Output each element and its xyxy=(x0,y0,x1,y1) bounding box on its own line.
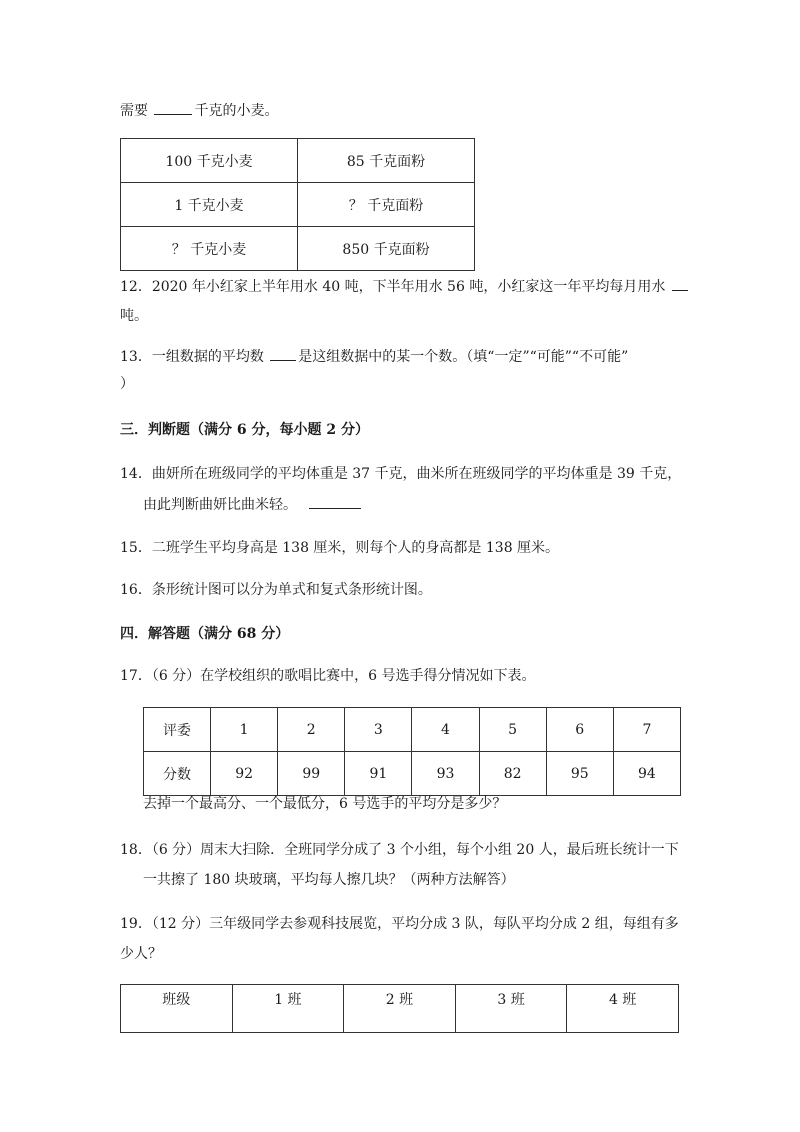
table-cell: 1 千克小麦 xyxy=(121,183,298,227)
table-cell: 4 班 xyxy=(567,985,679,1033)
table-cell: 分数 xyxy=(144,752,211,796)
class-table xyxy=(120,984,679,1033)
table-row xyxy=(121,227,475,271)
table-row xyxy=(121,139,475,183)
table-cell: ？ 千克面粉 xyxy=(298,183,475,227)
table-cell: 3 班 xyxy=(455,985,567,1033)
question-15: 15．二班学生平均身高是 138 厘米，则每个人的身高都是 138 厘米。 xyxy=(120,540,560,556)
table-cell: 1 xyxy=(211,708,278,752)
section-4-title: 四．解答题（满分 68 分） xyxy=(120,626,290,642)
q18-line2: 一共擦了 180 块玻璃，平均每人擦几块？（两种方法解答） xyxy=(143,872,515,888)
q19-line1: 19．（12 分）三年级同学去参观科技展览，平均分成 3 队，每队平均分成 2 组，每组有多 xyxy=(120,916,679,932)
question-16: 16．条形统计图可以分为单式和复式条形统计图。 xyxy=(120,582,432,598)
score-table xyxy=(143,707,681,796)
q11-after: 千克的小麦。 xyxy=(194,103,279,119)
table-cell: 93 xyxy=(412,752,479,796)
table-cell: 2 班 xyxy=(344,985,456,1033)
table-cell: 1 班 xyxy=(232,985,344,1033)
table-row xyxy=(144,708,681,752)
table-row xyxy=(121,985,679,1033)
wheat-flour-table xyxy=(120,138,475,271)
table-cell: 95 xyxy=(546,752,613,796)
table-cell: 班级 xyxy=(121,985,233,1033)
table-cell: 85 千克面粉 xyxy=(298,139,475,183)
table-cell: 100 千克小麦 xyxy=(121,139,298,183)
q19-line2: 少人？ xyxy=(120,946,162,962)
table-cell: 94 xyxy=(613,752,680,796)
question-13 xyxy=(120,346,628,367)
q18-line1: 18．（6 分）周末大扫除．全班同学分成了 3 个小组，每个小组 20 人，最后班长统计一下 xyxy=(120,842,679,858)
table-cell: 91 xyxy=(345,752,412,796)
section-3-title: 三．判断题（满分 6 分，每小题 2 分） xyxy=(120,422,369,438)
q17-question: 去掉一个最高分、一个最低分，6 号选手的平均分是多少？ xyxy=(143,796,507,812)
table-cell: 2 xyxy=(278,708,345,752)
q12-answer-blank[interactable] xyxy=(672,276,688,291)
q12-line2: 吨。 xyxy=(120,308,148,324)
table-cell: 99 xyxy=(278,752,345,796)
table-cell: 6 xyxy=(546,708,613,752)
table-cell: 5 xyxy=(479,708,546,752)
table-cell: 3 xyxy=(345,708,412,752)
q17-intro: 17．（6 分）在学校组织的歌唱比赛中，6 号选手得分情况如下表。 xyxy=(120,668,536,684)
question-14-line2 xyxy=(143,494,363,515)
q13-before: 13．一组数据的平均数 xyxy=(120,349,264,365)
q13-line2: ） xyxy=(120,376,134,392)
table-cell: 92 xyxy=(211,752,278,796)
q14-line2: 由此判断曲妍比曲米轻。 xyxy=(143,497,297,513)
q14-answer-blank[interactable] xyxy=(309,494,361,509)
q11-answer-blank[interactable] xyxy=(154,100,192,115)
q14-line1: 14．曲妍所在班级同学的平均体重是 37 千克，曲米所在班级同学的平均体重是 39 千克， xyxy=(120,466,682,482)
table-cell: 7 xyxy=(613,708,680,752)
table-row xyxy=(121,183,475,227)
table-cell: 82 xyxy=(479,752,546,796)
table-row xyxy=(144,752,681,796)
table-cell: 4 xyxy=(412,708,479,752)
q11-before: 需要 xyxy=(120,103,148,119)
q11-tail xyxy=(120,100,278,121)
q13-answer-blank[interactable] xyxy=(270,346,296,361)
question-12 xyxy=(120,276,690,297)
table-cell: 评委 xyxy=(144,708,211,752)
q12-line1: 12．2020 年小红家上半年用水 40 吨，下半年用水 56 吨，小红家这一年平均每月用水 xyxy=(120,279,666,295)
table-cell: 850 千克面粉 xyxy=(298,227,475,271)
q13-after: 是这组数据中的某一个数。（填“一定”“可能”“不可能” xyxy=(298,349,629,365)
table-cell: ？ 千克小麦 xyxy=(121,227,298,271)
